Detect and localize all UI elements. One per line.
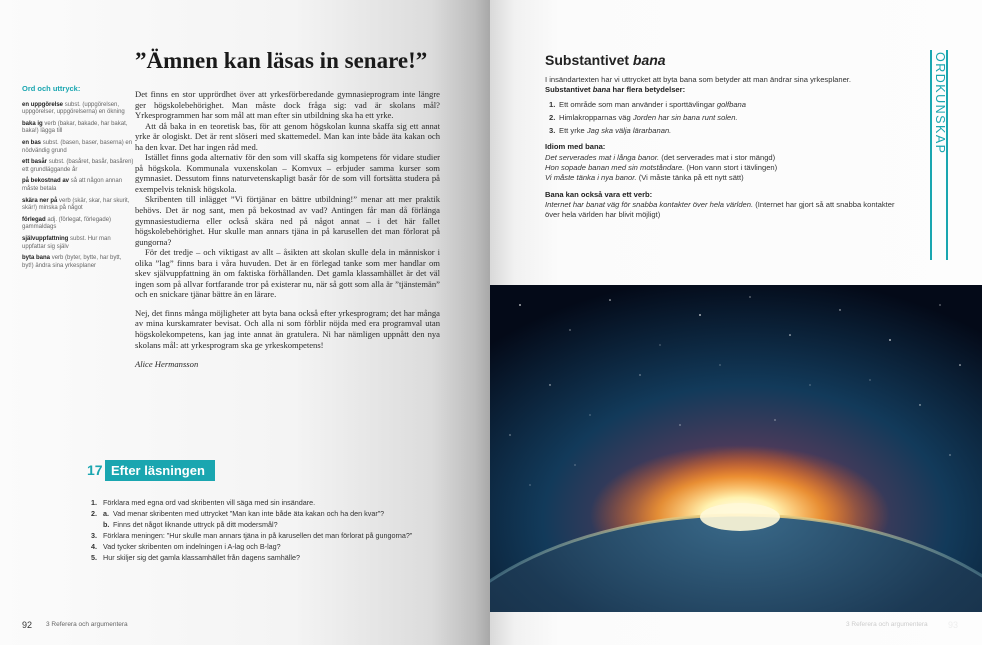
question-subletter: a. (103, 509, 109, 518)
question-number: 2. (91, 509, 97, 518)
page-number-left: 92 (22, 620, 33, 630)
idiom-list (545, 153, 905, 184)
side-tab-label: ORDKUNSKAP (933, 52, 947, 155)
vocab-box (545, 75, 905, 221)
glossary-definition: subst. (uppgörelsen, uppgörelser, uppgörelserna) en ökning (22, 101, 125, 116)
verb-heading: Bana kan också vara ett verb: (545, 189, 653, 199)
section-title: Efter läsningen (105, 460, 215, 481)
question-text: Vad menar skribenten med uttrycket ”Man kan inte både äta kakan och ha den kvar”? (113, 509, 385, 518)
question-item (91, 541, 461, 552)
glossary-entry (22, 198, 134, 213)
question-text: Finns det något liknande uttryck på ditt modersmål? (113, 520, 278, 529)
glossary-term: en uppgörelse (22, 101, 64, 108)
sun-flare (700, 503, 780, 531)
glossary-definition: verb (skär, skar, har skurit, skär!) minska på något (22, 197, 130, 212)
question-item (91, 497, 461, 508)
meanings-heading-pre: Substantivet (545, 85, 593, 95)
glossary-entry (22, 236, 134, 251)
glossary-definition: subst. Hur man uppfattar sig själv (22, 235, 111, 250)
article-paragraph: Nej, det finns många möjligheter att byta bana också efter yrkesprogram; det har många av mina kurskamrater bevisat. Och alla ni som förblir nöjda med era programval utan högskolekompetens, kan jag inte annat än gratulera. Ni har nämligen uppnått den nya skolans mål: att yrkesprogram ska ge yrkeskompetens! (135, 307, 440, 350)
article-paragraph: Istället finns goda alternativ för den som vill skaffa sig kompetens för vidare studier på högskola. Kommunala vuxenskolan – Komvux – erbjuder samma kurser som gymnasiet. Dessutom finns naturvetenskapligt basår för de som vill fortsätta studera på exempelvis teknisk högskola. (135, 152, 440, 194)
chapter-label-left: 3 Referera och argumentera (46, 621, 128, 628)
glossary-term: en bas (22, 139, 42, 146)
idiom-item (545, 153, 905, 163)
glossary-list (22, 102, 134, 271)
article-title: ”Ämnen kan läsas in senare!” (135, 48, 428, 73)
article-paragraph: Det finns en stor upprördhet över att yrkesförberedande gymnasieprogram inte längre ger högskolebehörighet. Man måste dock fråga sig: vad är skolans mål? Yrkesprogrammen har som mål att man efter sin utbildning ska ha ett yrke. (135, 89, 440, 121)
meaning-item (545, 113, 905, 123)
glossary-entry (22, 102, 134, 117)
meaning-number: 2. (549, 112, 556, 122)
question-subletter: b. (103, 520, 110, 529)
vocab-intro: I insändartexten har vi uttrycket att byta bana som betyder att man ändrar sina yrkesplaner. (545, 75, 852, 84)
verb-example-italic: Internet har banat väg för snabba kontakter över hela världen. (545, 199, 754, 209)
idiom-explanation: (Vi måste tänka på ett nytt sätt) (636, 173, 744, 183)
meaning-text (559, 100, 746, 110)
glossary-entry (22, 178, 134, 193)
glossary-entry (22, 159, 134, 174)
vocab-title-plain: Substantivet (545, 52, 633, 68)
idiom-phrase: Det serverades mat i långa banor. (545, 152, 660, 162)
question-text: Vad tycker skribenten om indelningen i A-lag och B-lag? (103, 542, 281, 551)
meaning-example: Jorden har sin bana runt solen. (632, 112, 738, 122)
meaning-number: 1. (549, 99, 556, 109)
meanings-heading (545, 85, 905, 95)
meaning-item (545, 126, 905, 136)
glossary-definition: verb (byter, bytte, har bytt, byt!) ändra sina yrkesplaner (22, 255, 122, 269)
question-number: 3. (91, 531, 97, 540)
article-paragraph: Att då baka in en teoretisk bas, för att genom högskolan kunna skaffa sig ett annat yrke är ologiskt. Det är rent slöseri med skattemedel. Man kan inte både äta kakan och ha den kvar. Det har ingen råd med. (135, 120, 440, 152)
glossary-definition: verb (bakar, bakade, har bakat, baka!) lägga till (22, 120, 128, 135)
question-item (91, 552, 461, 563)
question-text: Förklara meningen: ”Hur skulle man annars tjäna in på karusellen det man förlorat på gungorna?” (103, 531, 413, 540)
glossary-heading: Ord och uttryck: (22, 84, 81, 93)
meaning-plain: Ett yrke (559, 126, 587, 136)
meaning-plain: Ett område som man använder i sporttävlingar (559, 99, 717, 109)
glossary-entry (22, 121, 134, 136)
meaning-number: 3. (549, 126, 556, 136)
question-item (91, 530, 461, 541)
question-list (91, 497, 461, 563)
section-number: 17 (87, 462, 103, 478)
glossary-entry (22, 217, 134, 232)
glossary-term: skära ner på (22, 197, 58, 204)
question-number: 1. (91, 498, 97, 507)
glossary-term: på bekostnad av (22, 178, 70, 185)
chapter-label-right: 3 Referera och argumentera (846, 621, 928, 628)
meaning-text (559, 126, 671, 136)
glossary-sidebar (22, 85, 134, 274)
glossary-definition: så att någon annan måste betala (22, 178, 123, 192)
article-paragraph: Skribenten till inlägget ”Vi förtjänar en bättre utbildning!” menar att mer praktik behövs. Det är nog sant, men på bekostnad av vad? Antingen får man då förlänga gymnasiestudierna eller också skära ned på något annat – i det här fallet högskolebehörighet. Hur skulle man annars tjäna in på karusellen det man förlorat på gungorna? (135, 194, 440, 247)
glossary-term: förlegad (22, 216, 46, 223)
glossary-entry (22, 255, 134, 270)
question-text: Hur skiljer sig det gamla klassamhället från dagens samhälle? (103, 553, 300, 562)
question-number: 5. (91, 553, 97, 562)
idiom-phrase: Hon sopade banan med sin motståndare. (545, 163, 685, 173)
meaning-example: golfbana (716, 99, 746, 109)
meanings-list (545, 100, 905, 137)
meaning-example: Jag ska välja lärarbanan. (586, 126, 672, 136)
article-paragraphs (135, 89, 440, 350)
meaning-item (545, 100, 905, 110)
page-number-right: 93 (948, 620, 959, 630)
idiom-item (545, 163, 905, 173)
meaning-plain: Himlakropparnas väg (559, 112, 633, 122)
glossary-term: självuppfattning (22, 235, 69, 242)
idiom-item (545, 173, 905, 183)
vocab-title-word: bana (632, 52, 666, 68)
question-text: Förklara med egna ord vad skribenten vill säga med sin insändare. (103, 498, 316, 507)
glossary-entry (22, 140, 134, 155)
glossary-term: baka ig (22, 120, 43, 127)
meanings-heading-word: bana (592, 85, 611, 95)
article-body (135, 89, 440, 370)
vocab-title (545, 52, 666, 68)
glossary-definition: adj. (förlegat, förlegade) gammaldags (22, 216, 112, 231)
idiom-explanation: (det serverades mat i stor mängd) (659, 152, 776, 162)
meaning-text (559, 113, 738, 123)
meanings-heading-post: har flera betydelser: (610, 85, 686, 95)
question-number (91, 519, 103, 530)
article-paragraph: För det tredje – och viktigast av allt – åsikten att skolan skulle dela in människor i olika ”lag” finns bara i våra huvuden. Det är en förlegad tanke som mer handlar om skev självuppfattning än om faktiska förhållanden. Det gamla klassamhället är det väl ingen som på allvar fortfarande tror på existerar nu, när så gott som alla är ”tjänstemän” och en snickare tjänar bättre än en lärare. (135, 247, 440, 300)
idiom-explanation: (Hon vann stort i tävlingen) (684, 163, 778, 173)
question-item (91, 519, 461, 530)
idiom-phrase: Vi måste tänka i nya banor. (545, 173, 637, 183)
article-signature: Alice Hermansson (135, 359, 199, 370)
glossary-definition: subst. (basen, baser, baserna) en nödvändig grund (22, 139, 133, 154)
verb-example (545, 200, 905, 221)
question-item (91, 508, 461, 519)
glossary-term: ett basår (22, 159, 48, 166)
verb-example-plain: (Internet har gjort så att snabba kontakter över hela världen har blivit möjligt) (545, 199, 895, 220)
glossary-term: byta bana (22, 255, 51, 262)
question-number: 4. (91, 542, 97, 551)
idiom-heading: Idiom med bana: (545, 142, 606, 152)
space-sunrise-image (490, 285, 982, 612)
glossary-definition: subst. (basåret, basår, basåren) ett grundläggande år (22, 159, 134, 173)
